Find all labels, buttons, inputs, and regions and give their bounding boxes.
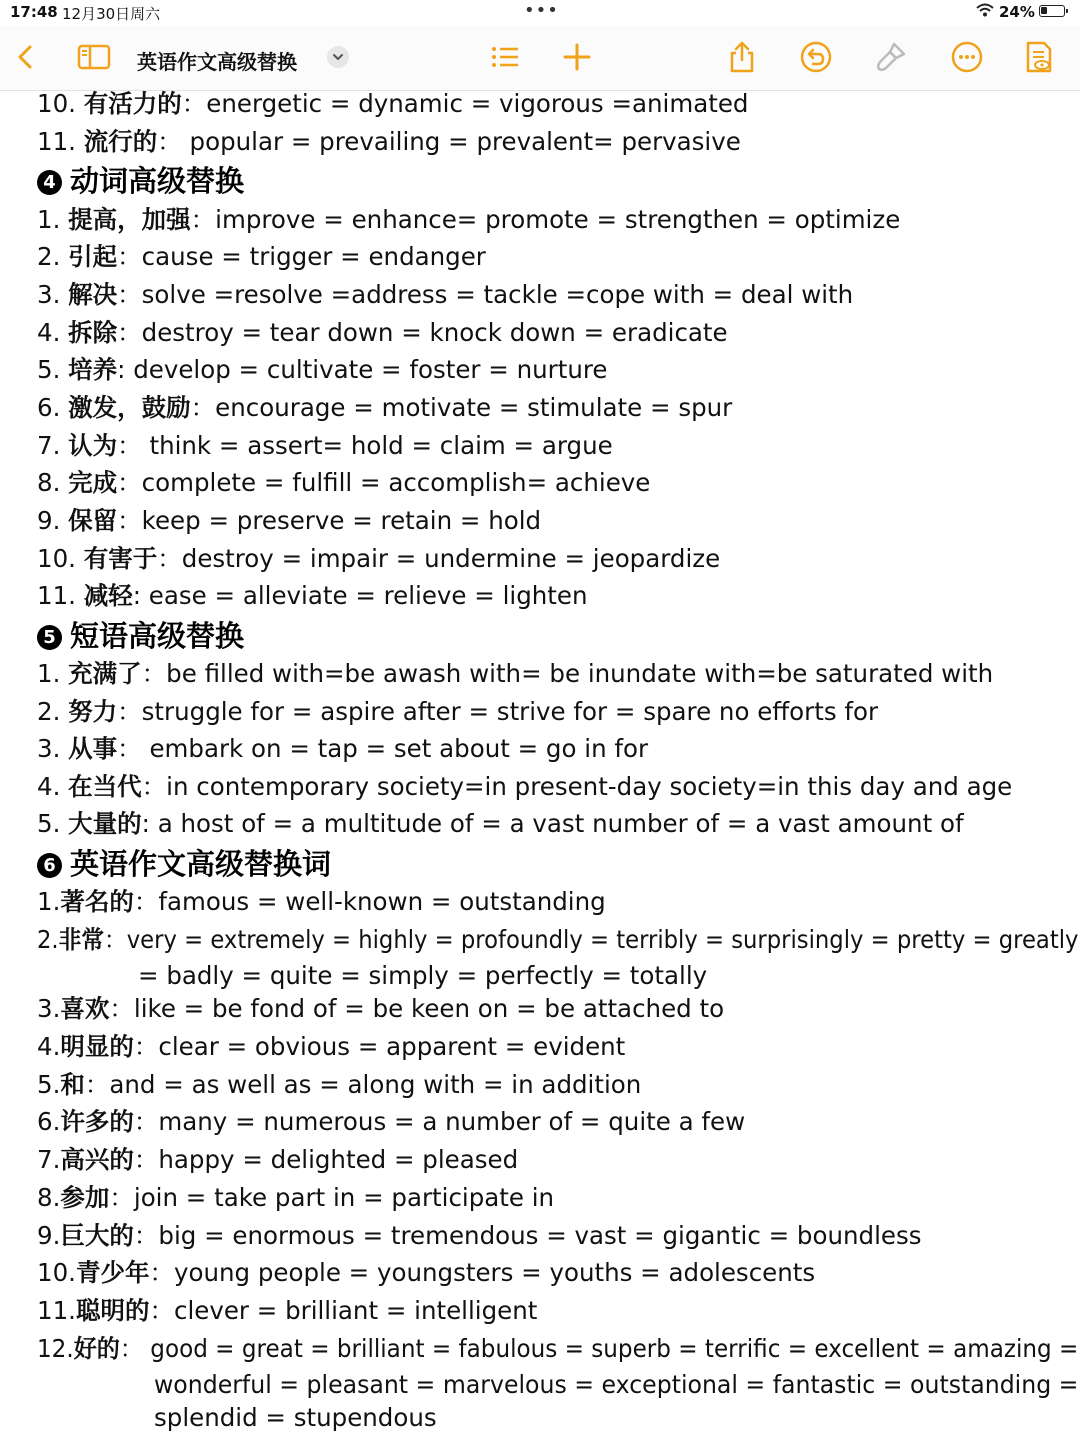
list-item: 4. 拆除：destroy = tear down = knock down = eradicate [37,318,728,347]
note-body[interactable] [0,90,1080,1440]
battery-icon [1039,5,1065,17]
list-item-continuation: = badly = quite = simply = perfectly = totally [138,961,708,990]
reading-view-icon[interactable] [1022,40,1056,74]
list-item: 2. 引起：cause = trigger = endanger [37,242,486,271]
format-brush-icon[interactable] [874,40,908,74]
undo-icon[interactable] [799,40,833,74]
document-title[interactable]: 英语作文高级替换 [137,50,297,74]
section-heading: 4 动词高级替换 [37,163,244,199]
section-heading: 5 短语高级替换 [37,618,244,654]
list-item: 4. 在当代：in contemporary society=in present-day society=in this day and age [37,772,1013,801]
toolbar [0,26,1080,91]
list-item: 5. 培养: develop = cultivate = foster = nurture [37,355,608,384]
list-item: 1. 充满了：be filled with=be awash with= be inundate with=be saturated with [37,659,994,688]
list-item-continuation: wonderful = pleasant = marvelous = exceptional = fantastic = outstanding = [154,1370,1079,1399]
share-icon[interactable] [725,40,759,74]
list-item: 11. 减轻: ease = alleviate = relieve = lighten [37,581,588,610]
list-item: 9.巨大的：big = enormous = tremendous = vast = gigantic = boundless [37,1221,922,1250]
add-icon[interactable] [560,40,594,74]
list-format-icon[interactable] [488,40,522,74]
list-item: 8. 完成：complete = fulfill = accomplish= achieve [37,468,651,497]
list-item: 5. 大量的: a host of = a multitude of = a vast number of = a vast amount of [37,809,964,838]
list-item: 2. 努力：struggle for = aspire after = strive for = spare no efforts for [37,697,879,726]
list-item: 3. 从事： embark on = tap = set about = go in for [37,734,649,763]
battery-percent: 24% [999,3,1035,21]
list-item: 6.许多的：many = numerous = a number of = quite a few [37,1107,746,1136]
list-item: 11. 流行的： popular = prevailing = prevalent= pervasive [37,127,741,156]
list-item: 10.青少年：young people = youngsters = youths = adolescents [37,1258,816,1287]
list-item: 10. 有活力的：energetic = dynamic = vigorous =animated [37,90,749,118]
list-item: 5.和：and = as well as = along with = in addition [37,1070,642,1099]
multitasking-dots-icon[interactable]: ••• [524,0,559,21]
list-item: 2.非常：very = extremely = highly = profoundly = terribly = surprisingly = pretty = greatly [37,925,1079,954]
more-options-icon[interactable] [950,40,984,74]
list-item-continuation: splendid = stupendous [154,1403,437,1432]
list-item: 3.喜欢：like = be fond of = be keen on = be attached to [37,994,725,1023]
list-item: 1.著名的：famous = well-known = outstanding [37,887,606,916]
back-chevron-icon[interactable] [8,40,42,74]
wifi-icon [976,3,994,21]
status-bar [0,0,1080,26]
list-item: 7.高兴的：happy = delighted = pleased [37,1145,519,1174]
section-heading: 6 英语作文高级替换词 [37,846,331,882]
list-item: 10. 有害于：destroy = impair = undermine = jeopardize [37,544,721,573]
list-item: 6. 激发，鼓励：encourage = motivate = stimulate = spur [37,393,733,422]
status-time: 17:48 [10,3,58,21]
list-item: 1. 提高，加强：improve = enhance= promote = strengthen = optimize [37,205,901,234]
list-item: 4.明显的：clear = obvious = apparent = evident [37,1032,626,1061]
list-item: 8.参加：join = take part in = participate in [37,1183,555,1212]
status-date: 12月30日周六 [62,5,161,23]
list-item: 12.好的： good = great = brilliant = fabulous = superb = terrific = excellent = amazing = [37,1334,1079,1363]
list-item: 11.聪明的：clever = brilliant = intelligent [37,1296,538,1325]
list-item: 3. 解决：solve =resolve =address = tackle =cope with = deal with [37,280,854,309]
sidebar-toggle-icon[interactable] [77,40,111,74]
list-item: 9. 保留：keep = preserve = retain = hold [37,506,542,535]
list-item: 7. 认为： think = assert= hold = claim = argue [37,431,613,460]
title-dropdown-chevron-icon[interactable] [327,46,349,68]
